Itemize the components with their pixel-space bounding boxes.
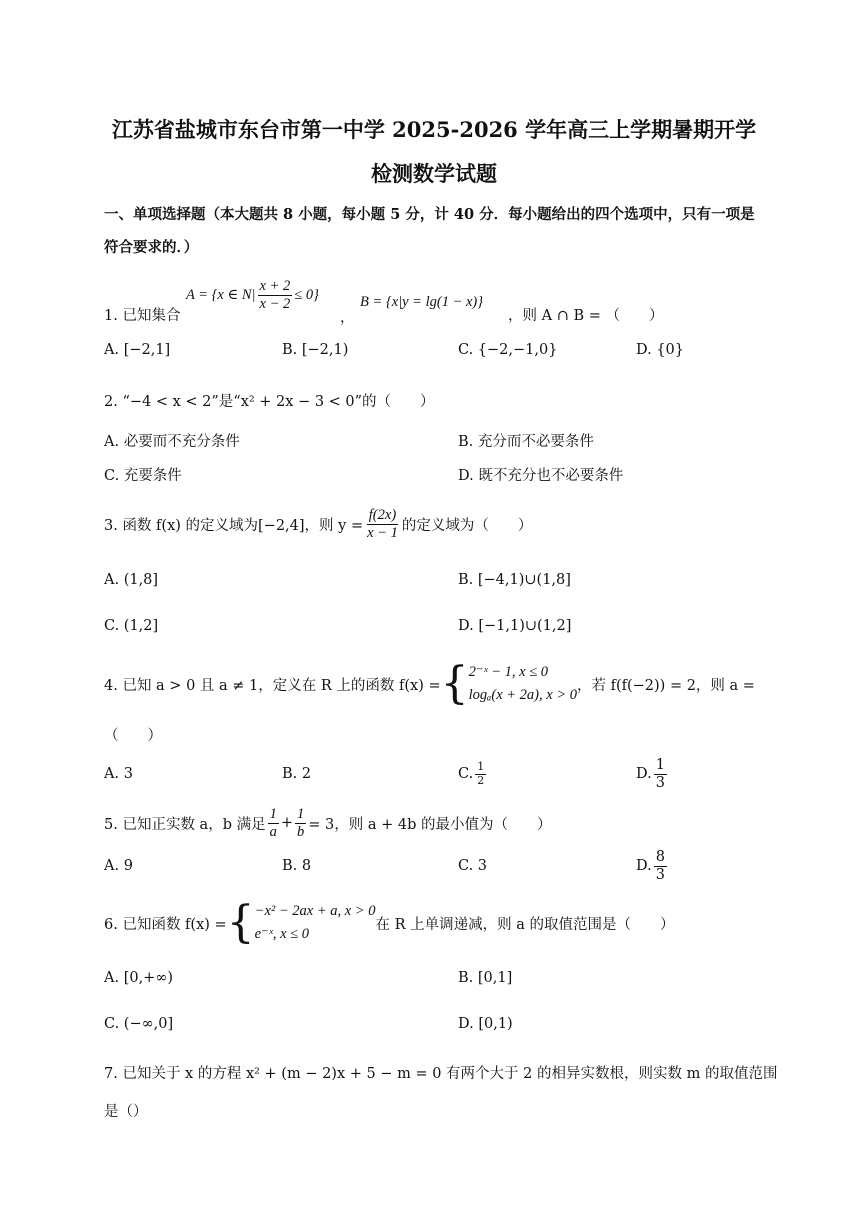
q3-suffix: 的定义域为（ ） (401, 517, 533, 534)
q3-option-c[interactable]: C. (1,2] (104, 618, 159, 634)
q6-option-a[interactable]: A. [0,+∞) (104, 970, 174, 986)
q6-piecewise (226, 897, 376, 948)
q1-set-a-right: ≤ 0} (294, 286, 319, 303)
q4-case2: logₐ(x + 2a), x > 0 (468, 687, 577, 703)
q4-opt-c-num: 1 (477, 759, 485, 773)
q7-text: 7. 已知关于 x 的方程 x² + (m − 2)x + 5 − m = 0 有两个大于 2 的相异实数根，则实数 m 的取值范围 (104, 1066, 778, 1082)
q3-text (104, 500, 532, 548)
q6-cases (255, 900, 376, 946)
q6-prefix: 6. 已知函数 f(x) = (104, 916, 227, 933)
q4-piecewise (440, 658, 577, 709)
exam-title-line2: 检测数学试题 (371, 161, 497, 186)
q5-fraction-1 (268, 806, 279, 840)
q6-option-d[interactable]: D. [0,1) (458, 1016, 513, 1032)
q3-option-a[interactable]: A. (1,8] (104, 572, 159, 588)
q3-option-d[interactable]: D. [−1,1)∪(1,2] (458, 618, 572, 634)
q5-fraction-2 (295, 806, 306, 840)
q2-option-c[interactable]: C. 充要条件 (104, 468, 182, 484)
section-heading-cont: 符合要求的．） (104, 239, 199, 256)
q5-f2-den: b (297, 823, 305, 840)
q5-suffix: = 3，则 a + 4b 的最小值为（ ） (308, 816, 552, 833)
q4-option-c-label: C. (458, 766, 474, 782)
q4-paren: （ ） (104, 728, 162, 744)
q6-text (104, 896, 674, 950)
q5-f1-num: 1 (269, 805, 277, 822)
q4-suffix: ，若 f(f(−2)) = 2，则 a = (576, 677, 755, 694)
q2-option-b[interactable]: B. 充分而不必要条件 (458, 434, 594, 450)
q6-option-b[interactable]: B. [0,1] (458, 970, 513, 986)
q5-f2-num: 1 (297, 805, 305, 822)
q1-suffix: ，则 A ∩ B = （ ） (508, 308, 664, 324)
q4-brace: { (440, 658, 469, 709)
q5-option-a[interactable]: A. 9 (104, 858, 133, 874)
q2-option-d[interactable]: D. 既不充分也不必要条件 (458, 468, 624, 484)
q5-option-d-label: D. (636, 858, 652, 874)
q1-option-a[interactable]: A. [−2,1] (104, 342, 171, 358)
q3-option-b[interactable]: B. [−4,1)∪(1,8] (458, 572, 571, 588)
q5-prefix: 5. 已知正实数 a，b 满足 (104, 816, 266, 833)
q5-option-c[interactable]: C. 3 (458, 858, 488, 874)
q4-prefix: 4. 已知 a > 0 且 a ≠ 1，定义在 R 上的函数 f(x) = (104, 677, 441, 694)
q5-text (104, 800, 551, 846)
q4-option-c[interactable] (458, 756, 488, 792)
q4-option-a[interactable]: A. 3 (104, 766, 133, 782)
q1-set-a-num: x + 2 (259, 277, 291, 294)
exam-title-line1: 江苏省盐城市东台市第一中学 2025-2026 学年高三上学期暑期开学 (111, 117, 757, 142)
q5-opt-d-num: 8 (655, 848, 665, 865)
q2-text: 2. “−4 < x < 2”是“x² + 2x − 3 < 0”的（ ） (104, 394, 435, 410)
q4-option-c-fraction (475, 761, 486, 787)
q4-option-d-fraction (654, 757, 667, 791)
q1-set-a-fraction (258, 278, 293, 312)
q3-fraction (365, 507, 400, 541)
q3-frac-num: f(2x) (368, 506, 397, 523)
q5-option-b[interactable]: B. 8 (282, 858, 312, 874)
section-heading: 一、单项选择题（本大题共 8 小题，每小题 5 分，计 40 分．每小题给出的四个选项中，只有一项是 (104, 206, 755, 223)
q4-opt-d-den: 3 (655, 774, 665, 791)
q1-option-b[interactable]: B. [−2,1) (282, 342, 349, 358)
q5-f1-den: a (269, 823, 277, 840)
q1-option-c[interactable]: C. {−2,−1,0} (458, 342, 558, 358)
q1-set-b: B = {x|y = lg(1 − x)} (360, 294, 484, 310)
q1-prefix: 1. 已知集合 (104, 308, 181, 324)
q1-comma: ， (340, 310, 355, 326)
q6-case2: e⁻ˣ, x ≤ 0 (254, 926, 309, 942)
q5-option-d-fraction (654, 849, 667, 883)
q3-frac-den: x − 1 (367, 524, 398, 541)
q4-cases (469, 661, 577, 707)
q6-suffix: 在 R 上单调递减，则 a 的取值范围是（ ） (375, 916, 675, 933)
q4-option-d-label: D. (636, 766, 652, 782)
q1-set-a-left: A = {x ∈ N| (186, 286, 256, 303)
q5-opt-d-den: 3 (655, 866, 665, 883)
q1-set-a (186, 272, 319, 318)
q4-text (104, 656, 755, 712)
q4-option-b[interactable]: B. 2 (282, 766, 312, 782)
q5-option-d[interactable] (636, 844, 669, 888)
q7-text-cont: 是（） (104, 1104, 148, 1120)
q6-case1: −x² − 2ax + a, x > 0 (254, 902, 376, 919)
q1-set-a-den: x − 2 (259, 295, 291, 312)
q1-option-d[interactable]: D. {0} (636, 342, 685, 358)
q4-opt-d-num: 1 (655, 756, 665, 773)
q2-option-a[interactable]: A. 必要而不充分条件 (104, 434, 240, 450)
q3-prefix: 3. 函数 f(x) 的定义域为[−2,4]，则 y = (104, 517, 364, 534)
q5-plus: + (280, 815, 293, 831)
q6-brace: { (226, 897, 255, 948)
q4-case1: 2⁻ˣ − 1, x ≤ 0 (468, 663, 549, 680)
q4-option-d[interactable] (636, 752, 669, 796)
q6-option-c[interactable]: C. (−∞,0] (104, 1016, 174, 1032)
q4-opt-c-den: 2 (477, 773, 485, 787)
